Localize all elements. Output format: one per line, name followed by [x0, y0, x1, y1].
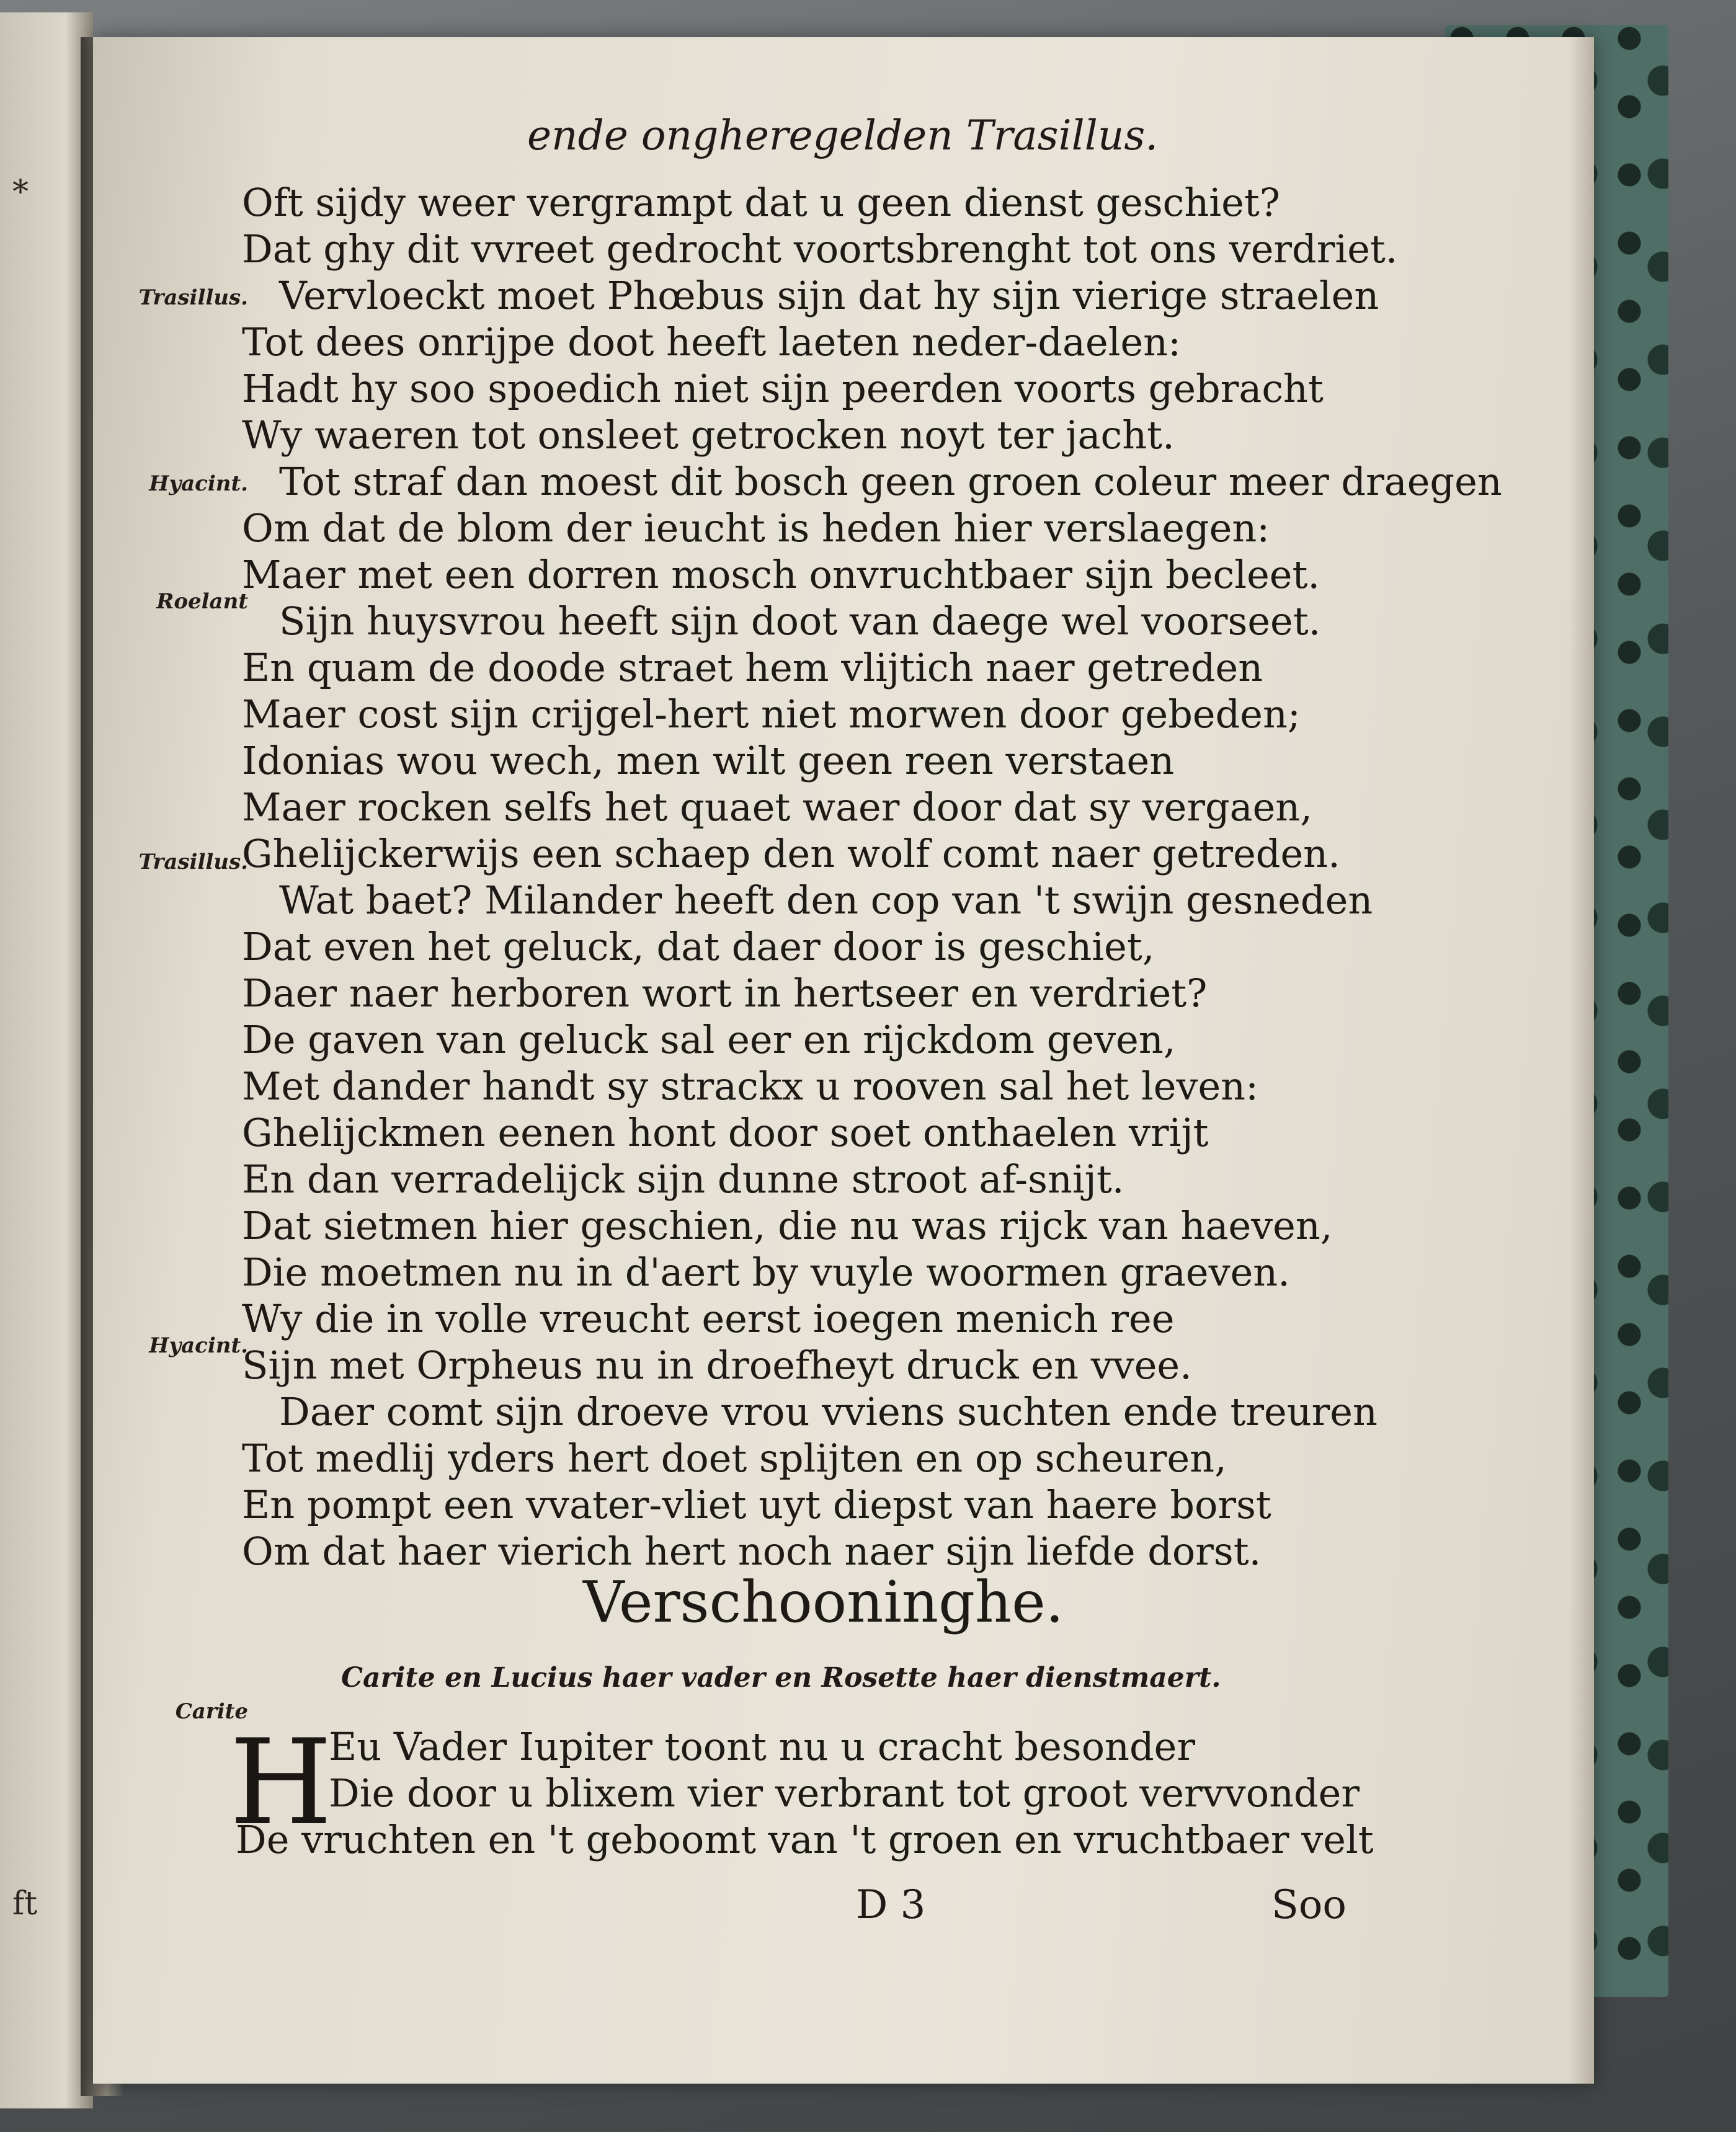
verse-line: Ghelijckerwijs een schaep den wolf comt naer getreden.: [242, 831, 1340, 876]
verse-line: En dan verradelijck sijn dunne stroot af-snijt.: [242, 1157, 1124, 1202]
speaker-label: Carite: [175, 1699, 248, 1724]
signature-mark: D 3: [856, 1882, 926, 1928]
facing-page-mark: ft: [12, 1885, 38, 1922]
verse-line: Tot straf dan moest dit bosch geen groen coleur meer draegen: [279, 459, 1502, 504]
verse-line: En pompt een vvater-vliet uyt diepst van haere borst: [242, 1482, 1271, 1527]
drop-cap: H: [229, 1714, 332, 1851]
verse-line: Sijn met Orpheus nu in droefheyt druck en vvee.: [242, 1343, 1192, 1388]
verse-line: Ghelijckmen eenen hont door soet onthaelen vrijt: [242, 1110, 1209, 1155]
book-page: [93, 37, 1594, 2084]
speaker-label: Roelant: [156, 589, 248, 614]
verse-line: Idonias wou wech, men wilt geen reen verstaen: [242, 738, 1175, 783]
speaker-label: Trasillus.: [138, 285, 248, 310]
catchword: Soo: [1271, 1882, 1347, 1928]
facing-page-edge: [0, 12, 93, 2108]
verse-line: En quam de doode straet hem vlijtich naer getreden: [242, 645, 1263, 690]
section-title: Verschooninghe.: [583, 1569, 1064, 1635]
facing-page-mark: *: [12, 174, 29, 211]
verse-line: Wy waeren tot onsleet getrocken noyt ter jacht.: [242, 412, 1175, 458]
speaker-label: Hyacint.: [149, 471, 248, 496]
verse-line: Tot dees onrijpe doot heeft laeten neder-daelen:: [242, 319, 1181, 365]
verse-line: Daer comt sijn droeve vrou vviens suchten ende treuren: [279, 1389, 1378, 1434]
verse-line: Vervloeckt moet Phœbus sijn dat hy sijn vierige straelen: [279, 273, 1379, 318]
verse-line: Dat ghy dit vvreet gedrocht voortsbrenght tot ons verdriet.: [242, 226, 1398, 272]
verse-line: Daer naer herboren wort in hertseer en verdriet?: [242, 971, 1208, 1016]
verse-line: De vruchten en 't geboomt van 't groen en vruchtbaer velt: [236, 1817, 1374, 1862]
verse-line: Oft sijdy weer vergrampt dat u geen dienst geschiet?: [242, 180, 1280, 225]
verse-line: Maer cost sijn crijgel-hert niet morwen door gebeden;: [242, 691, 1301, 737]
verse-line: Om dat de blom der ieucht is heden hier verslaegen:: [242, 505, 1270, 551]
speaker-label: Hyacint.: [149, 1333, 248, 1358]
verse-line: Die door u blixem vier verbrant tot groot vervvonder: [329, 1770, 1360, 1816]
verse-line: Met dander handt sy strackx u rooven sal het leven:: [242, 1064, 1259, 1109]
verse-line: Eu Vader Iupiter toont nu u cracht besonder: [329, 1724, 1195, 1769]
page-edge-shade: [1569, 37, 1594, 2084]
verse-line: Wy die in volle vreucht eerst ioegen menich ree: [242, 1296, 1175, 1341]
speaker-label: Trasillus.: [138, 850, 248, 874]
verse-line: De gaven van geluck sal eer en rijckdom geven,: [242, 1017, 1176, 1062]
verse-line: Maer rocken selfs het quaet waer door dat sy vergaen,: [242, 784, 1312, 830]
verse-line: Hadt hy soo spoedich niet sijn peerden voorts gebracht: [242, 366, 1324, 411]
verse-line: Die moetmen nu in d'aert by vuyle woormen graeven.: [242, 1250, 1290, 1295]
verse-line: Maer met een dorren mosch onvruchtbaer sijn becleet.: [242, 552, 1320, 597]
verse-line: Tot medlij yders hert doet splijten en op scheuren,: [242, 1436, 1227, 1481]
verse-line: Om dat haer vierich hert noch naer sijn liefde dorst.: [242, 1529, 1262, 1574]
running-head: ende ongheregelden Trasillus.: [527, 112, 1159, 159]
cast-list: Carite en Lucius haer vader en Rosette haer dienstmaert.: [341, 1662, 1221, 1694]
verse-line: Dat even het geluck, dat daer door is geschiet,: [242, 924, 1155, 969]
verse-line: Sijn huysvrou heeft sijn doot van daege wel voorseet.: [279, 598, 1321, 644]
verse-line: Wat baet? Milander heeft den cop van 't swijn gesneden: [279, 877, 1373, 923]
verse-line: Dat sietmen hier geschien, die nu was rijck van haeven,: [242, 1203, 1333, 1248]
